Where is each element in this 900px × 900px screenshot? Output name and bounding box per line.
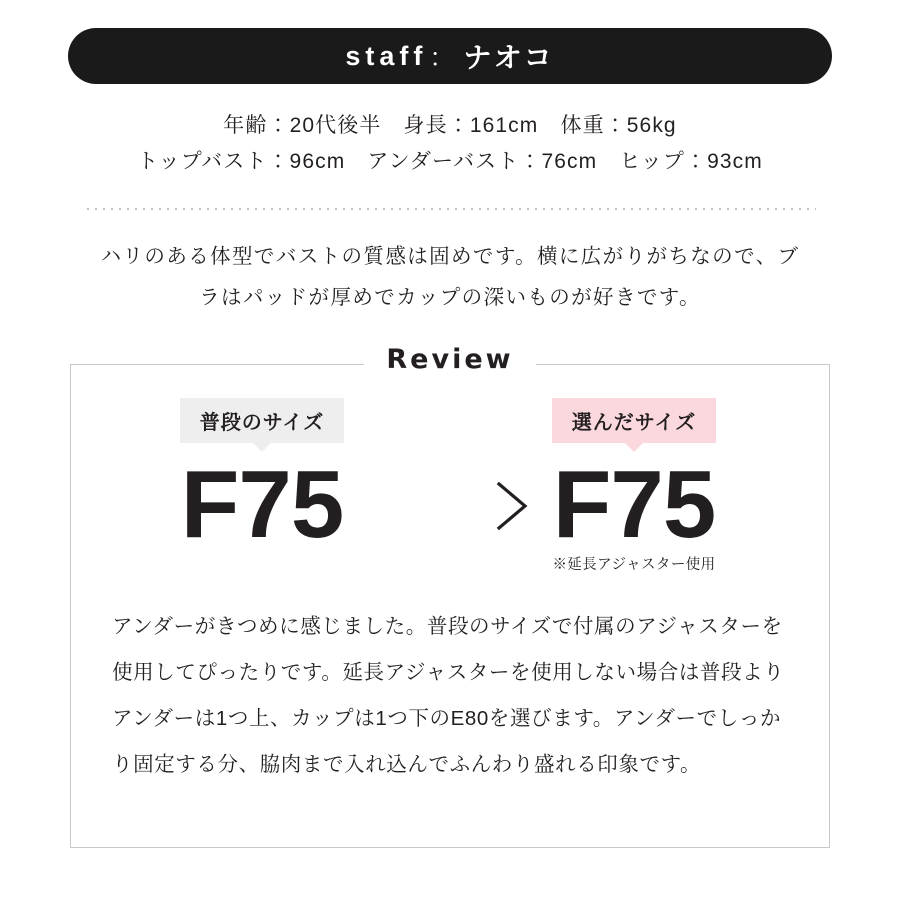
staff-name: ナオコ [463, 42, 555, 73]
tag-notch-icon [625, 443, 643, 452]
tag-notch-icon [253, 443, 271, 452]
body-description: ハリのある体型でバストの質感は固めです。横に広がりがちなので、ブラはパッドが厚めでカップの深いものが好きです。 [100, 245, 800, 309]
body-stats-line-1: 年齢：20代後半 身長：161cm 体重：56kg [223, 114, 677, 137]
staff-label-separator: ： [429, 44, 458, 72]
usual-size-value: F75 [180, 451, 344, 558]
usual-size-block [112, 398, 412, 557]
chosen-size-value: F75 [552, 451, 716, 558]
chosen-size-tag [552, 398, 716, 443]
review-body-text: アンダーがきつめに感じました。普段のサイズで付属のアジャスターを使用してぴったりです。延長アジャスターを使用しない場合は普段よりアンダーは1つ上、カップは1つ下のE80を選びます。アンダーでしっかり固定する分、脇肉まで入れ込んでふんわり盛れる印象です。 [112, 615, 785, 776]
dotted-divider [84, 208, 816, 210]
chosen-size-note: ※延長アジャスター使用 [552, 557, 716, 573]
staff-label: staff [345, 40, 428, 71]
chosen-size-block [484, 398, 784, 574]
body-stats [0, 108, 900, 180]
chosen-size-tag-label: 選んだサイズ [571, 412, 697, 434]
body-stats-line-2: トップバスト：96cm アンダーバスト：76cm ヒップ：93cm [137, 150, 763, 173]
staff-header-banner [68, 28, 832, 84]
review-title [0, 344, 900, 375]
usual-size-tag [180, 398, 344, 443]
usual-size-tag-label: 普段のサイズ [199, 412, 325, 434]
size-comparison [70, 398, 830, 598]
review-title-text: Review [364, 344, 535, 375]
